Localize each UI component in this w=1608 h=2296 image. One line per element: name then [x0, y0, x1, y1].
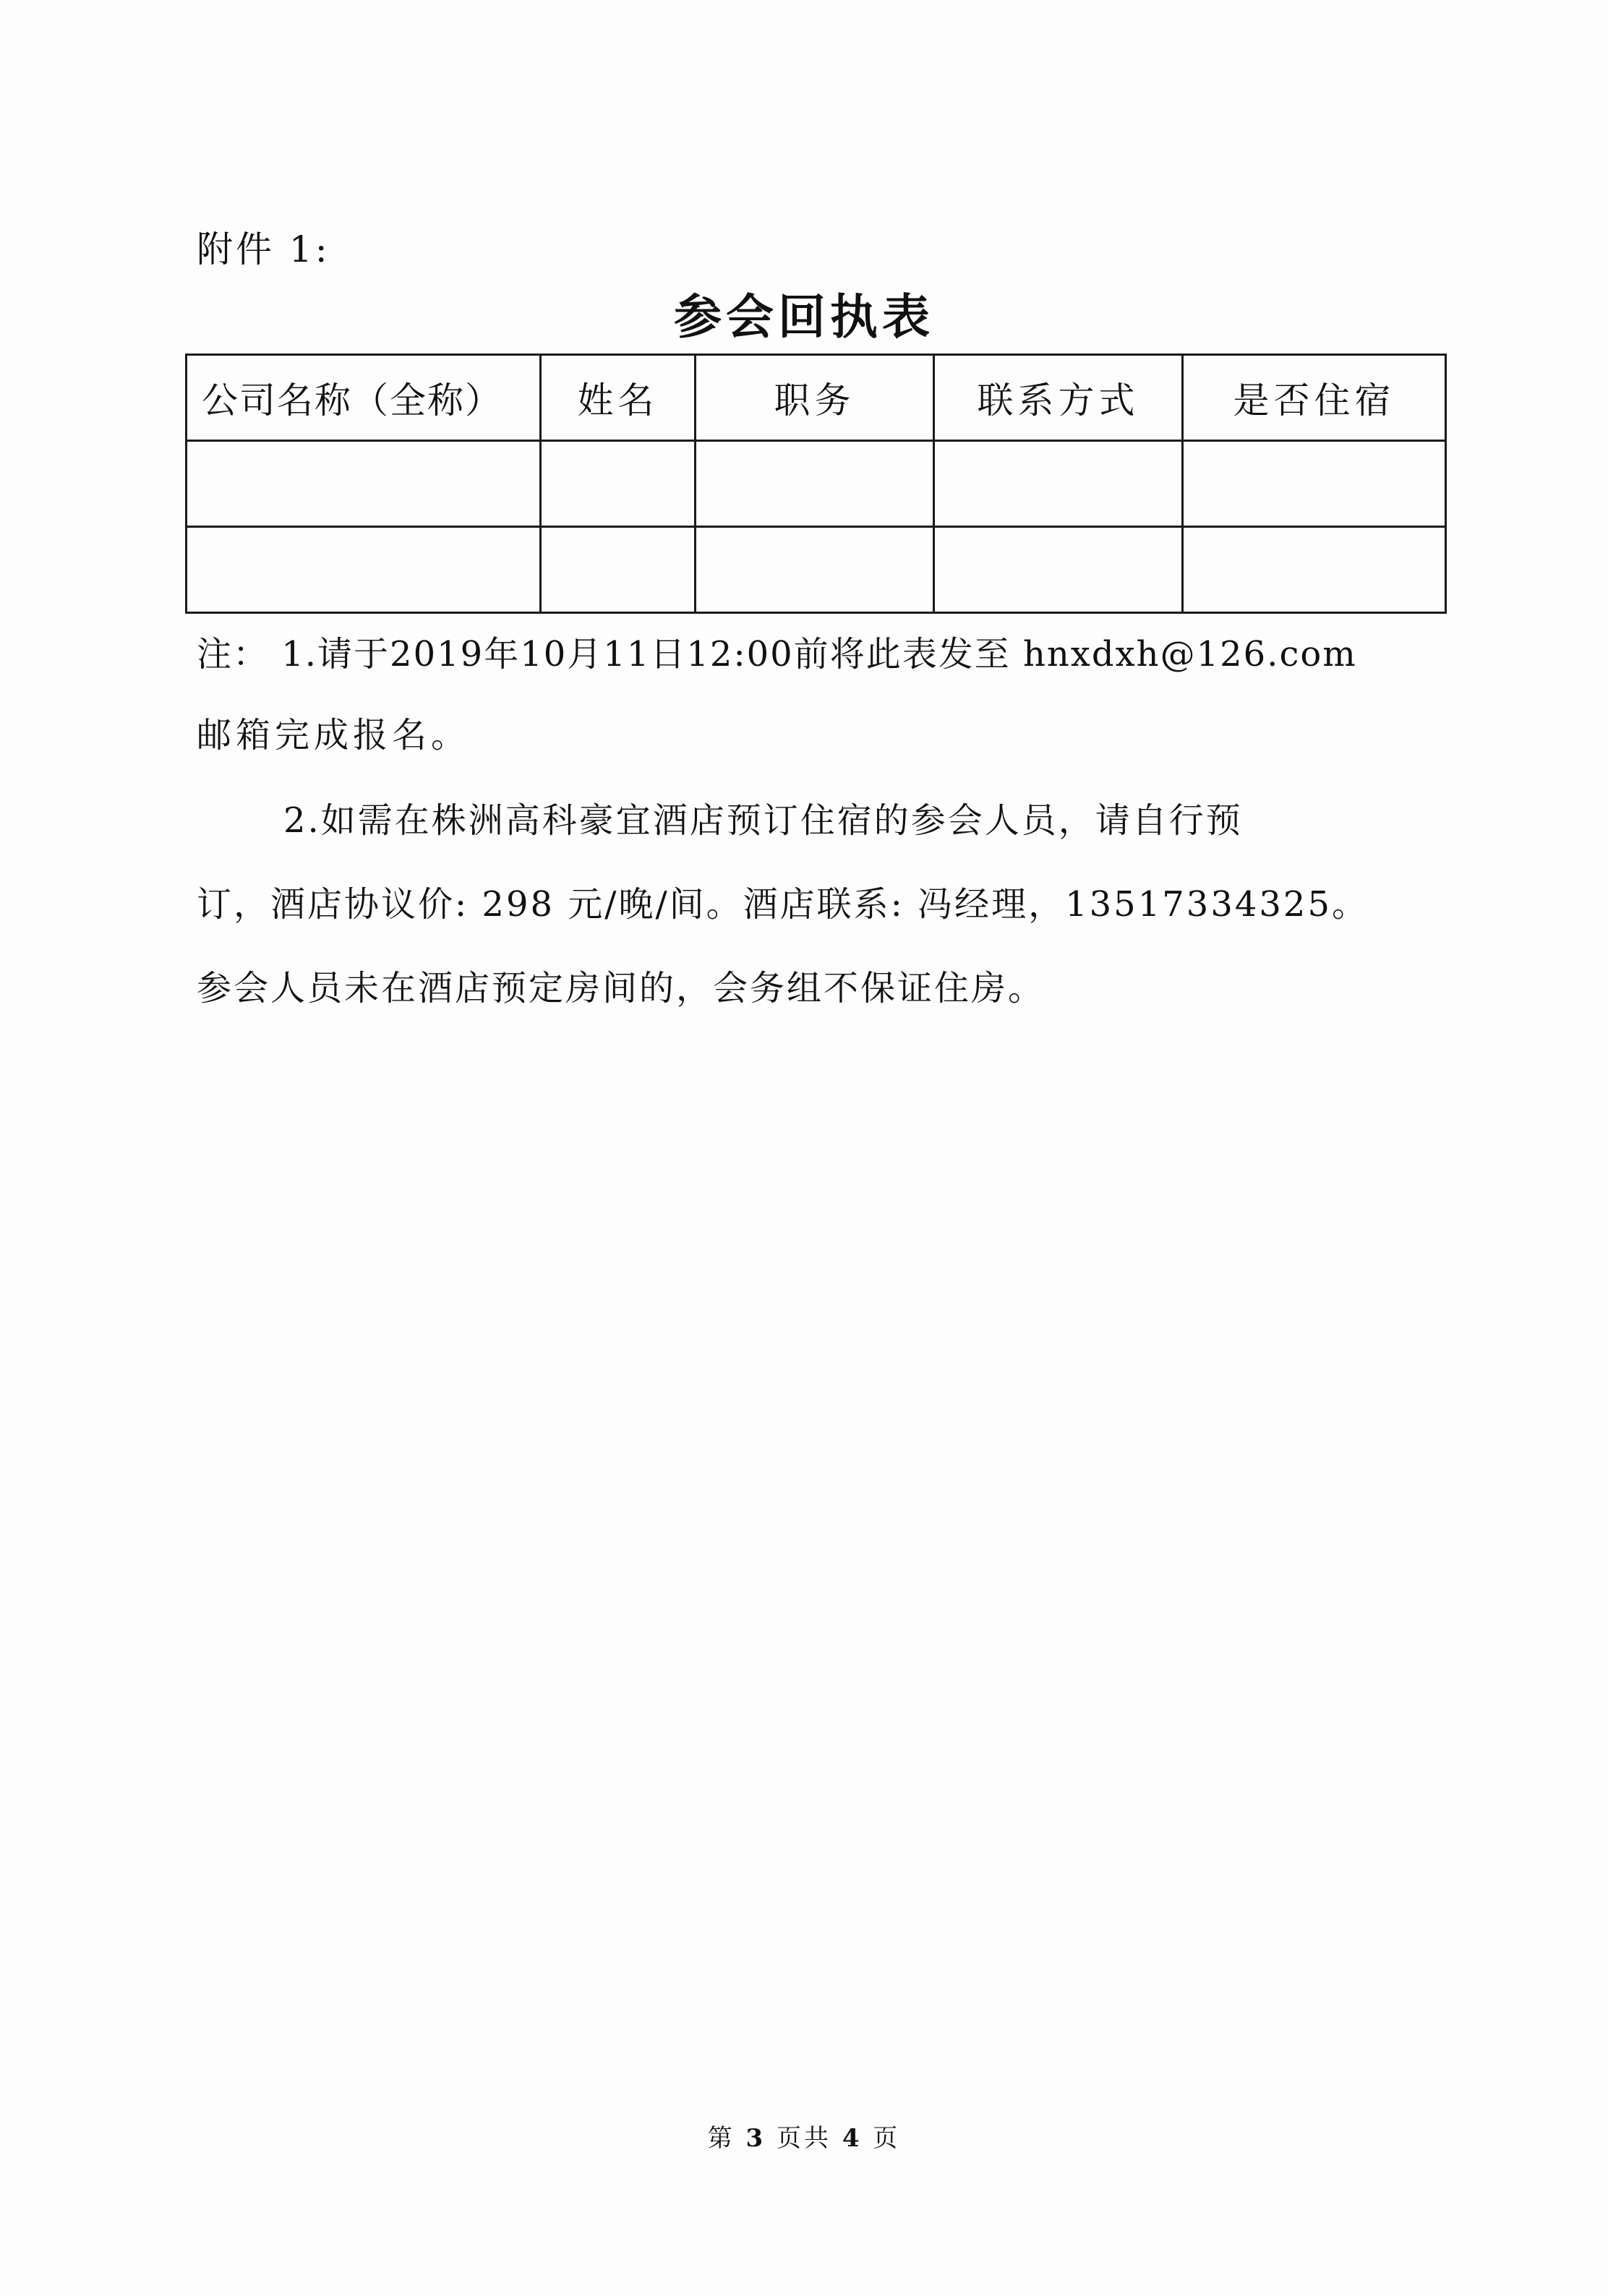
- note-2-line-3: 参会人员未在酒店预定房间的，会务组不保证住房。: [197, 968, 1045, 1008]
- header-contact: 联系方式: [934, 355, 1183, 441]
- table-cell[interactable]: [187, 527, 541, 613]
- table-row: [187, 527, 1446, 613]
- table-cell[interactable]: [541, 527, 696, 613]
- table-header-row: [187, 355, 1446, 441]
- table-row: [187, 441, 1446, 527]
- table-cell[interactable]: [934, 527, 1183, 613]
- footer-middle: 页共: [777, 2124, 831, 2153]
- header-accommodation: 是否住宿: [1183, 355, 1446, 441]
- table-cell[interactable]: [696, 441, 934, 527]
- header-name: 姓名: [541, 355, 696, 441]
- table-cell[interactable]: [1183, 527, 1446, 613]
- table-cell[interactable]: [187, 441, 541, 527]
- page-footer: [0, 2118, 1608, 2154]
- header-company-name: 公司名称（全称）: [187, 355, 541, 441]
- note-1-line-2: 邮箱完成报名。: [197, 715, 471, 755]
- footer-page-number: 3: [745, 2124, 766, 2153]
- footer-total-pages: 4: [842, 2124, 863, 2153]
- note-2-line-1: 2.如需在株洲高科豪宜酒店预订住宿的参会人员，请自行预: [283, 800, 1243, 841]
- footer-prefix: 第: [707, 2124, 735, 2153]
- table-cell[interactable]: [541, 441, 696, 527]
- attachment-label: 附件 1:: [197, 228, 330, 270]
- table-cell[interactable]: [934, 441, 1183, 527]
- note-2-line-2: 订，酒店协议价: 298 元/晚/间。酒店联系: 冯经理，13517334325。: [197, 884, 1369, 925]
- footer-suffix: 页: [873, 2124, 901, 2153]
- form-title: 参会回执表: [674, 288, 934, 345]
- table-cell[interactable]: [1183, 441, 1446, 527]
- registration-table: [185, 354, 1447, 614]
- table-cell[interactable]: [696, 527, 934, 613]
- note-1-line-1: 注： 1.请于2019年10月11日12:00前将此表发至 hnxdxh@126.com: [197, 634, 1357, 674]
- header-position: 职务: [696, 355, 934, 441]
